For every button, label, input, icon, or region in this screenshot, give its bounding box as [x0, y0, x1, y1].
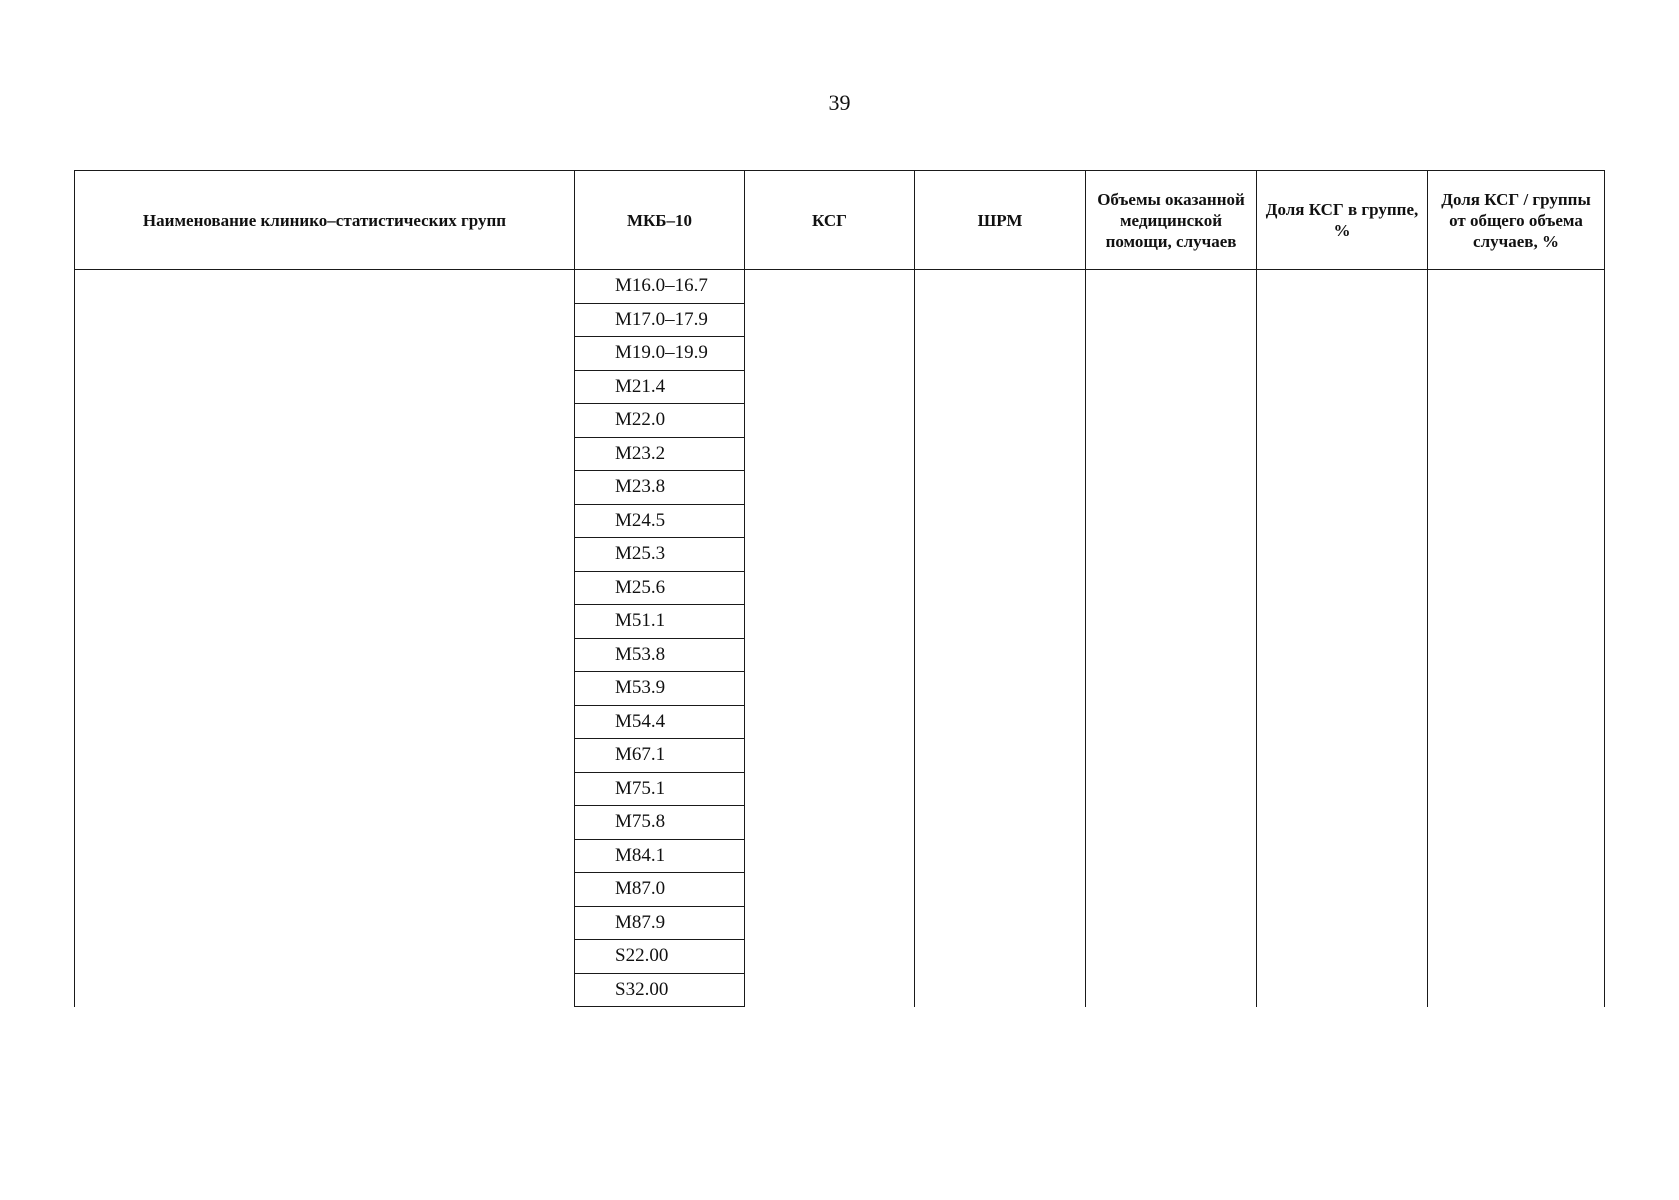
- shrm-cell: [915, 270, 1086, 1007]
- mkb-code-cell: М16.0–16.7: [575, 270, 745, 304]
- header-ksg: КСГ: [745, 171, 915, 270]
- share-group-cell: [1428, 270, 1605, 1007]
- header-name: Наименование клинико–статистических групп: [75, 171, 575, 270]
- mkb-code-cell: М53.9: [575, 672, 745, 706]
- page-number: 39: [828, 90, 851, 115]
- mkb-code-cell: М22.0: [575, 404, 745, 438]
- header-volume: Объемы оказанной медицинской помощи, случаев: [1086, 171, 1257, 270]
- mkb-code-cell: М25.3: [575, 538, 745, 572]
- header-mkb: МКБ–10: [575, 171, 745, 270]
- mkb-code-cell: М25.6: [575, 571, 745, 605]
- header-share-group: Доля КСГ / группы от общего объема случаев, %: [1428, 171, 1605, 270]
- mkb-code-cell: М17.0–17.9: [575, 303, 745, 337]
- name-cell: [75, 270, 575, 1007]
- mkb-code-cell: S32.00: [575, 973, 745, 1007]
- share-ksg-cell: [1257, 270, 1428, 1007]
- mkb-code-cell: М84.1: [575, 839, 745, 873]
- mkb-code-cell: М24.5: [575, 504, 745, 538]
- mkb-code-cell: М19.0–19.9: [575, 337, 745, 371]
- header-shrm: ШРМ: [915, 171, 1086, 270]
- mkb-code-cell: М87.0: [575, 873, 745, 907]
- mkb-code-cell: М21.4: [575, 370, 745, 404]
- table-header-row: [75, 171, 1605, 270]
- header-share-ksg: Доля КСГ в группе, %: [1257, 171, 1428, 270]
- mkb-code-cell: М23.2: [575, 437, 745, 471]
- volume-cell: [1086, 270, 1257, 1007]
- mkb-code-cell: S22.00: [575, 940, 745, 974]
- mkb-code-cell: М87.9: [575, 906, 745, 940]
- ksg-table: [74, 170, 1605, 1007]
- ksg-table-container: [74, 170, 1604, 1007]
- ksg-cell: [745, 270, 915, 1007]
- mkb-code-cell: М75.1: [575, 772, 745, 806]
- mkb-code-cell: М54.4: [575, 705, 745, 739]
- mkb-code-cell: М53.8: [575, 638, 745, 672]
- mkb-code-cell: М51.1: [575, 605, 745, 639]
- mkb-code-cell: М67.1: [575, 739, 745, 773]
- mkb-code-cell: М23.8: [575, 471, 745, 505]
- table-row: [75, 270, 1605, 304]
- mkb-code-cell: М75.8: [575, 806, 745, 840]
